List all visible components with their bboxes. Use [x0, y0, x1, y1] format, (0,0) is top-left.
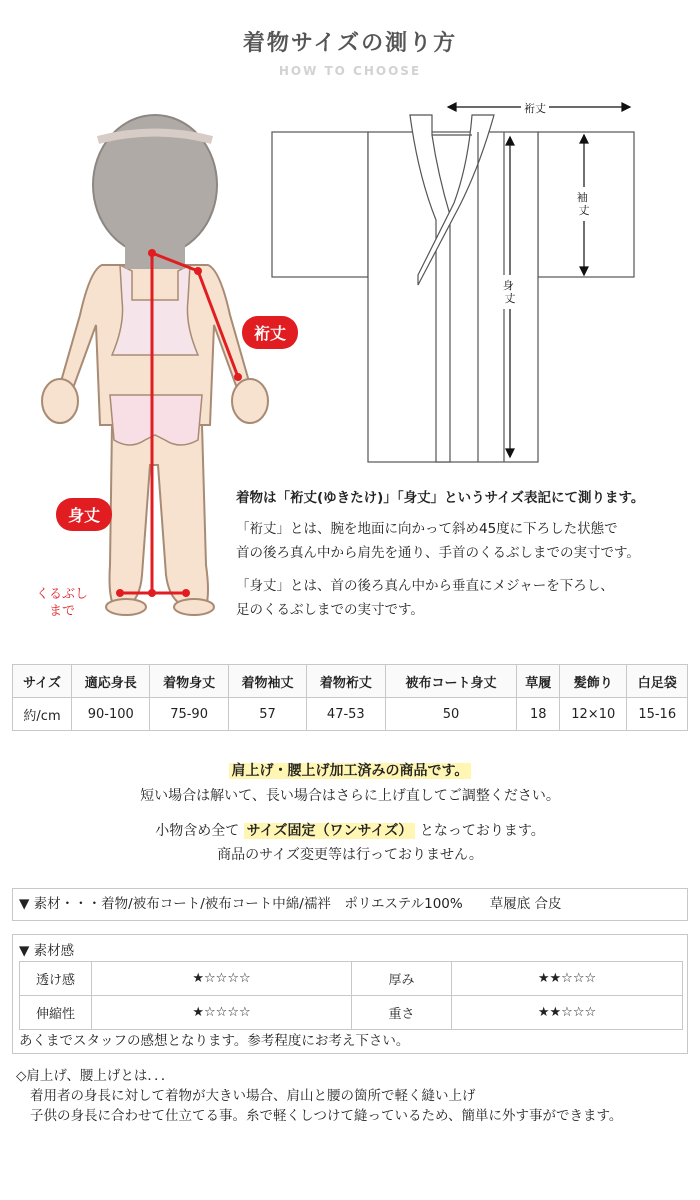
- footnote-line2: 子供の身長に合わせて仕立てる事。糸で軽くしつけて縫っているため、簡単に外す事ができます。: [30, 1108, 623, 1124]
- kimono-mi-label-char2: 丈: [504, 292, 516, 305]
- feel-label-cell: 透け感: [20, 962, 92, 996]
- kurubushi-label-line1: くるぶし: [36, 587, 89, 602]
- size-table: [12, 664, 688, 731]
- note-no-size-change: 商品のサイズ変更等は行っておりません。: [217, 847, 483, 863]
- material-box: [12, 888, 688, 921]
- size-header-cell: 着物袖丈: [228, 665, 306, 698]
- feel-stars-cell: ★☆☆☆☆: [92, 996, 352, 1030]
- note-adjusted: [0, 759, 700, 783]
- feel-note: あくまでスタッフの感想となります。参考程度にお考え下さい。: [19, 1033, 410, 1049]
- kurubushi-label: [36, 586, 88, 620]
- feel-stars-cell: ★☆☆☆☆: [92, 962, 352, 996]
- feel-row: [20, 962, 683, 996]
- size-cell: 12×10: [560, 698, 627, 731]
- page-subtitle: HOW TO CHOOSE: [278, 64, 422, 78]
- footnote: [16, 1066, 622, 1126]
- size-header-cell: 髪飾り: [560, 665, 627, 698]
- kimono-mi-label-char1: 身: [502, 279, 514, 292]
- feel-box: [12, 934, 688, 1054]
- material-text: ▼ 素材・・・着物/被布コート/被布コート中綿/襦袢 ポリエステル100% 草履底 合皮: [19, 896, 562, 912]
- note-adjusted-highlight: 肩上げ・腰上げ加工済みの商品です。: [229, 763, 472, 779]
- size-header-cell: 草履: [517, 665, 560, 698]
- size-cell: 50: [385, 698, 517, 731]
- feel-label-cell: 厚み: [352, 962, 452, 996]
- mi-description: [236, 574, 686, 622]
- size-cell: 75-90: [150, 698, 228, 731]
- size-table-row: [13, 698, 688, 731]
- kimono-sode-label: [577, 190, 592, 217]
- size-cell: 57: [228, 698, 306, 731]
- mi-label-badge: 身丈: [56, 498, 112, 531]
- footnote-title: ◇肩上げ、腰上げとは．．．: [16, 1068, 175, 1084]
- size-table-header-row: [13, 665, 688, 698]
- yuki-description-line1: 「裄丈」とは、腕を地面に向かって斜め45度に下ろした状態で: [236, 521, 618, 537]
- yuki-description-line2: 首の後ろ真ん中から肩先を通り、手首のくるぶしまでの実寸です。: [236, 545, 640, 561]
- footnote-line1: 着用者の身長に対して着物が大きい場合、肩山と腰の箇所で軽く縫い上げ: [30, 1088, 476, 1104]
- size-cell: 15-16: [627, 698, 688, 731]
- kimono-sode-label-char1: 袖: [576, 191, 588, 204]
- feel-row: [20, 996, 683, 1030]
- yuki-label-badge: 裄丈: [242, 316, 298, 349]
- size-header-cell: 着物裄丈: [307, 665, 385, 698]
- note-adjust-instruction: 短い場合は解いて、長い場合はさらに上げ直してご調整ください。: [140, 788, 560, 804]
- feel-label-cell: 伸縮性: [20, 996, 92, 1030]
- description-heading: 着物は「裄丈(ゆきたけ)」「身丈」というサイズ表記にて測ります。: [236, 490, 645, 506]
- note-fixed-size: [0, 819, 700, 843]
- feel-table: [19, 961, 683, 1030]
- note-fixed-size-highlight: サイズ固定（ワンサイズ）: [244, 823, 416, 839]
- kimono-sode-label-char2: 丈: [578, 204, 590, 217]
- size-header-cell: 被布コート身丈: [385, 665, 517, 698]
- size-cell: 47-53: [307, 698, 385, 731]
- kimono-diagram: [268, 95, 648, 475]
- size-cell: 約/cm: [13, 698, 72, 731]
- feel-label-cell: 重さ: [352, 996, 452, 1030]
- yuki-description: [236, 517, 686, 565]
- size-header-cell: 着物身丈: [150, 665, 228, 698]
- feel-heading: ▼ 素材感: [19, 943, 75, 959]
- size-cell: 18: [517, 698, 560, 731]
- kimono-mi-label: [503, 279, 518, 305]
- kurubushi-label-line2: まで: [49, 604, 76, 619]
- feel-stars-cell: ★★☆☆☆: [452, 962, 683, 996]
- size-cell: 90-100: [72, 698, 150, 731]
- note-fixed-size-post: となっております。: [419, 823, 545, 839]
- mi-description-line2: 足のくるぶしまでの実寸です。: [236, 602, 424, 618]
- note-fixed-size-pre: 小物含め全て: [155, 823, 240, 839]
- size-header-cell: 白足袋: [627, 665, 688, 698]
- page-title: 着物サイズの測り方: [242, 31, 458, 56]
- size-header-cell: 適応身長: [72, 665, 150, 698]
- child-figure-illustration: [30, 95, 290, 655]
- feel-stars-cell: ★★☆☆☆: [452, 996, 683, 1030]
- kimono-yuki-label: 裄丈: [524, 102, 546, 115]
- mi-description-line1: 「身丈」とは、首の後ろ真ん中から垂直にメジャーを下ろし、: [236, 578, 614, 594]
- size-header-cell: サイズ: [13, 665, 72, 698]
